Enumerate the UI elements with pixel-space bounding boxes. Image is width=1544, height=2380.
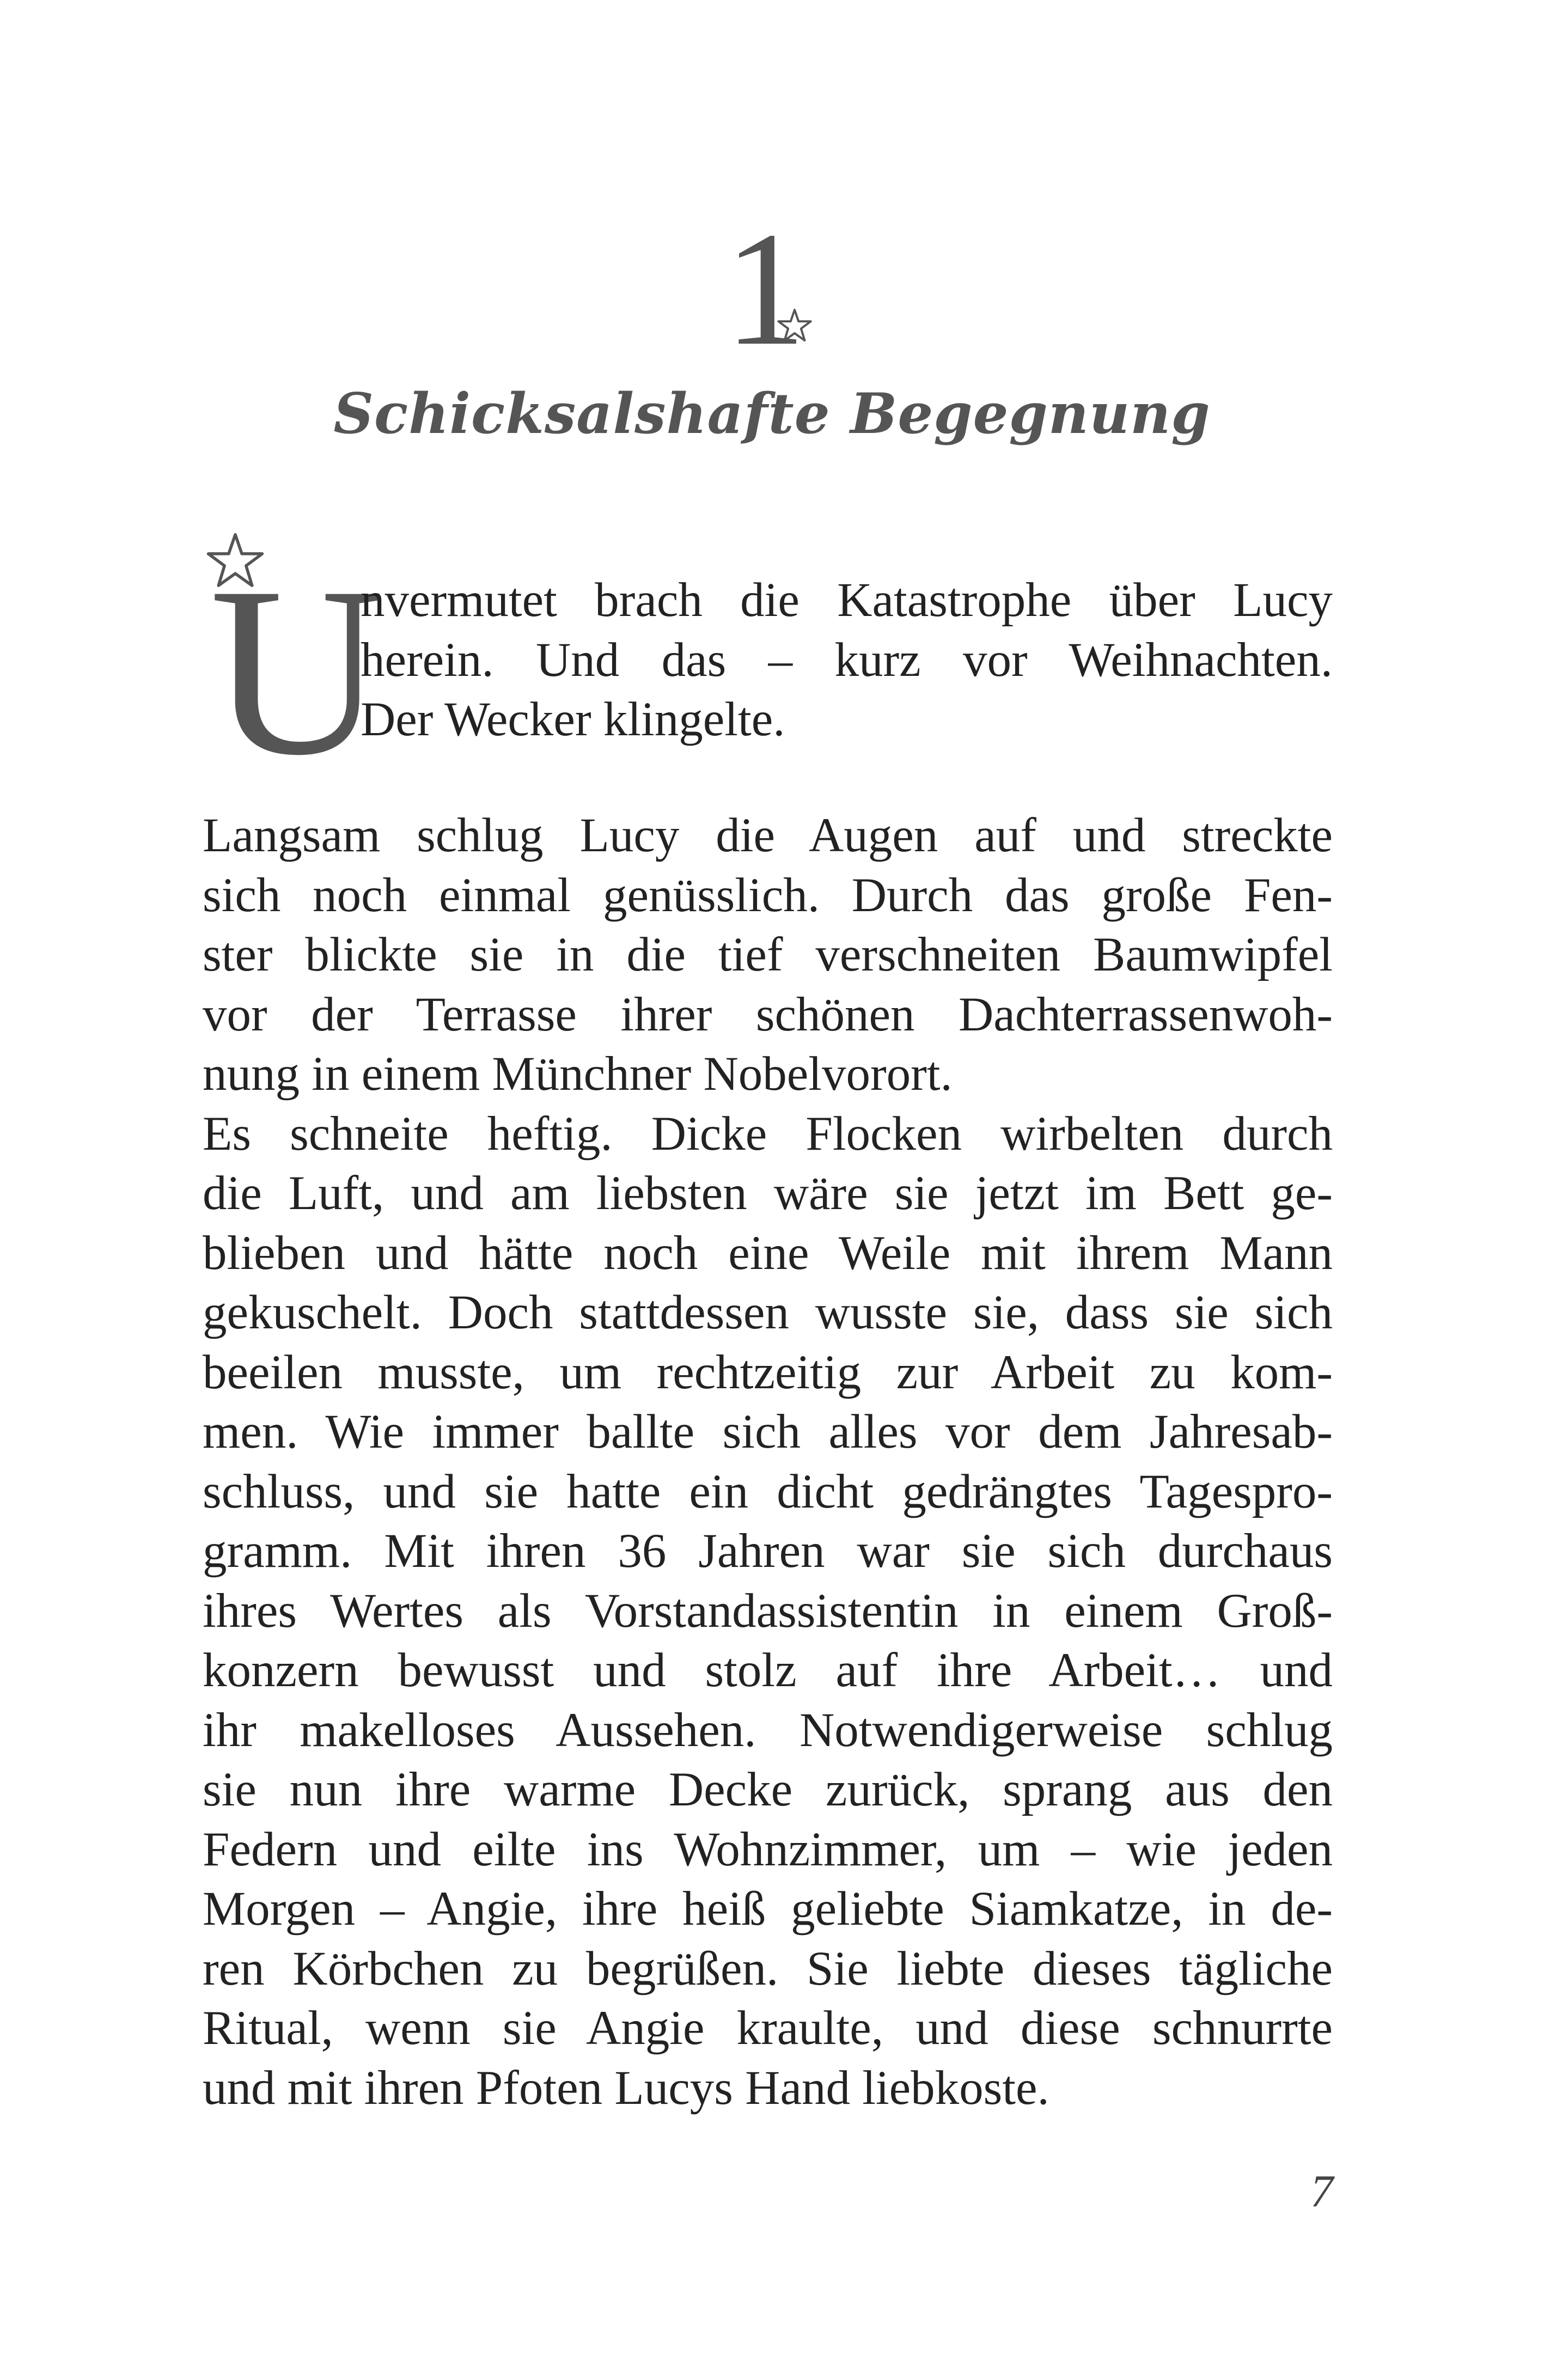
text-line: gramm. Mit ihren 36 Jahren war sie sich durchaus — [203, 1524, 1333, 1578]
text-line: men. Wie immer ballte sich alles vor dem Jahresab- — [203, 1405, 1333, 1458]
star-outline-icon — [777, 308, 813, 344]
chapter-number: 1 — [724, 198, 806, 379]
text-line: schluss, und sie hatte ein dicht gedrängtes Tagespro- — [203, 1464, 1333, 1518]
text-line: die Luft, und am liebsten wäre sie jetzt im Bett ge- — [203, 1167, 1333, 1220]
text-line: ren Körbchen zu begrüßen. Sie liebte dieses tägliche — [203, 1942, 1333, 1995]
text-line: ihres Wertes als Vorstandassistentin in einem Groß- — [203, 1584, 1333, 1638]
page-number: 7 — [1310, 2166, 1333, 2217]
text-line: sich noch einmal genüsslich. Durch das große Fen- — [203, 868, 1333, 922]
chapter-heading-number — [724, 198, 820, 379]
text-line: gekuschelt. Doch stattdessen wusste sie, dass sie sich — [203, 1286, 1333, 1339]
intro-paragraph — [361, 571, 1333, 750]
text-line: und mit ihren Pfoten Lucys Hand liebkoste. — [203, 2061, 1049, 2115]
text-line: ster blickte sie in die tief verschneiten Baumwipfel — [203, 928, 1333, 981]
text-line: sie nun ihre warme Decke zurück, sprang aus den — [203, 1763, 1333, 1816]
text-line: Ritual, wenn sie Angie kraulte, und diese schnurrte — [203, 2001, 1333, 2055]
text-line: herein. Und das – kurz vor Weihnachten. — [361, 633, 1333, 687]
text-line: Der Wecker klingelte. — [361, 693, 785, 746]
body-text — [203, 806, 1333, 2118]
chapter-title: Schicksalshafte Begegnung — [333, 381, 1211, 447]
text-line: konzern bewusst und stolz auf ihre Arbeit… und — [203, 1644, 1333, 1697]
text-line: nung in einem Münchner Nobelvorort. — [203, 1047, 953, 1101]
text-line: Es schneite heftig. Dicke Flocken wirbelten durch — [203, 1107, 1333, 1161]
text-line: blieben und hätte noch eine Weile mit ihrem Mann — [203, 1226, 1333, 1280]
text-line: Morgen – Angie, ihre heiß geliebte Siamkatze, in de- — [203, 1882, 1333, 1936]
text-line: beeilen musste, um rechtzeitig zur Arbeit zu kom- — [203, 1345, 1333, 1399]
text-line: ihr makelloses Aussehen. Notwendigerweise schlug — [203, 1703, 1333, 1757]
text-line: Federn und eilte ins Wohnzimmer, um – wie jeden — [203, 1822, 1333, 1876]
text-line: vor der Terrasse ihrer schönen Dachterrassenwoh- — [203, 987, 1333, 1041]
drop-cap-letter: U — [210, 537, 385, 805]
text-line: Langsam schlug Lucy die Augen auf und streckte — [203, 809, 1333, 862]
text-line: nvermutet brach die Katastrophe über Lucy — [361, 573, 1333, 627]
